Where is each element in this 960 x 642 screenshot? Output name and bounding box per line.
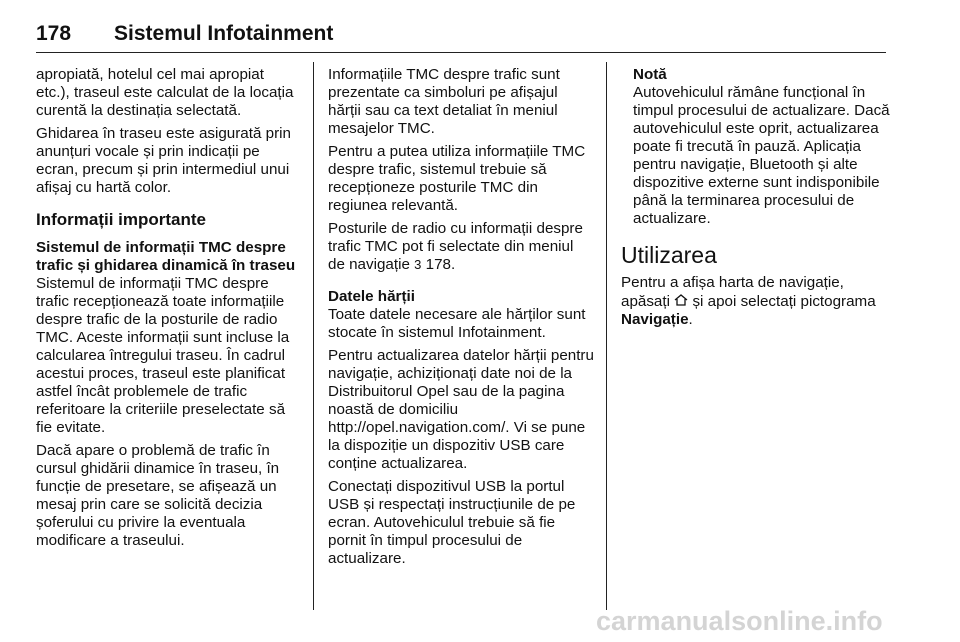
- reference-arrow-icon: 3: [414, 257, 422, 272]
- home-icon: [674, 292, 688, 310]
- paragraph: Pentru a putea utiliza informațiile TMC despre trafic, sistemul trebuie să recepționeze posturile TMC din regiunea relevantă.: [328, 143, 586, 214]
- paragraph: [328, 220, 594, 274]
- paragraph: Toate datele necesare ale hărților sunt stocate în sistemul Infotainment.: [328, 306, 586, 341]
- subsection-heading: Datele hărții: [328, 288, 415, 305]
- page-reference[interactable]: 178.: [425, 256, 456, 273]
- column-3: [621, 66, 891, 334]
- column-divider: [313, 62, 314, 610]
- page-number: 178: [36, 22, 72, 45]
- section-heading: Utilizarea: [621, 242, 717, 268]
- note-box: [621, 66, 891, 228]
- punctuation: .: [688, 311, 693, 328]
- paragraph: Conectați dispozitivul USB la portul USB și respectați instrucțiunile de pe ecran. Autovehiculul trebuie să fie pornit în timpul procesului de actualizare.: [328, 478, 576, 567]
- paragraph-text: Posturile de radio cu informații despre trafic TMC pot fi selectate din meniul de navigație: [328, 220, 583, 273]
- column-1: [36, 66, 300, 555]
- paragraph: Ghidarea în traseu este asigurată prin anunțuri vocale și prin indicații pe ecran, precum și prin intermediul unui afișaj cu hartă color.: [36, 125, 291, 196]
- page-title: Sistemul Infotainment: [114, 22, 334, 45]
- note-text: Autovehiculul rămâne funcțional în timpul procesului de actualizare. Dacă autovehiculul este oprit, actualizarea poate fi trecută în pauză. Aplicația pentru navigație, Bluetooth și alte dispozitive externe sunt indisponibile până la terminarea procesului de actualizare.: [633, 84, 890, 227]
- page-header: [36, 20, 886, 53]
- menu-label: Navigație: [621, 311, 689, 328]
- paragraph-text: și apoi selectați pictograma: [692, 293, 876, 310]
- paragraph: Dacă apare o problemă de trafic în cursul ghidării dinamice în traseu, în funcție de presetare, se afișează un mesaj prin care se solicită decizia șoferului cu privire la eventuala modificare a traseului.: [36, 442, 280, 549]
- paragraph-text: Pentru a afișa harta de navigație, apăsați: [621, 274, 844, 310]
- note-title: Notă: [633, 66, 667, 83]
- watermark: carmanualsonline.info: [596, 606, 883, 636]
- subsection-heading: Sistemul de informații TMC despre trafic și ghidarea dinamică în traseu: [36, 239, 296, 274]
- paragraph: Sistemul de informații TMC despre trafic recepționează toate informațiile despre trafic de la posturile de radio TMC. Aceste informații sunt incluse la calcularea întregului traseu. În cadrul acestui proces, traseul este planificat astfel încât problemele de trafic referitoare la criteriile preselectate să fie evitate.: [36, 275, 290, 436]
- paragraph: apropiată, hotelul cel mai apropiat etc.), traseul este calculat de la locația curentă la destinația selectată.: [36, 66, 294, 119]
- paragraph: [621, 274, 891, 329]
- section-heading: Informații importante: [36, 210, 207, 229]
- column-2: [328, 66, 594, 573]
- column-divider: [606, 62, 607, 610]
- paragraph: Informațiile TMC despre trafic sunt prezentate ca simboluri pe afișajul hărții sau ca text detaliat în meniul mesajelor TMC.: [328, 66, 560, 137]
- paragraph: Pentru actualizarea datelor hărții pentru navigație, achiziționați date noi de la Distribuitorul Opel sau de la pagina noastă de domiciliu http://opel.navigation.com/. Vi se pune la dispoziție un dispozitiv USB care conține actualizarea.: [328, 347, 594, 472]
